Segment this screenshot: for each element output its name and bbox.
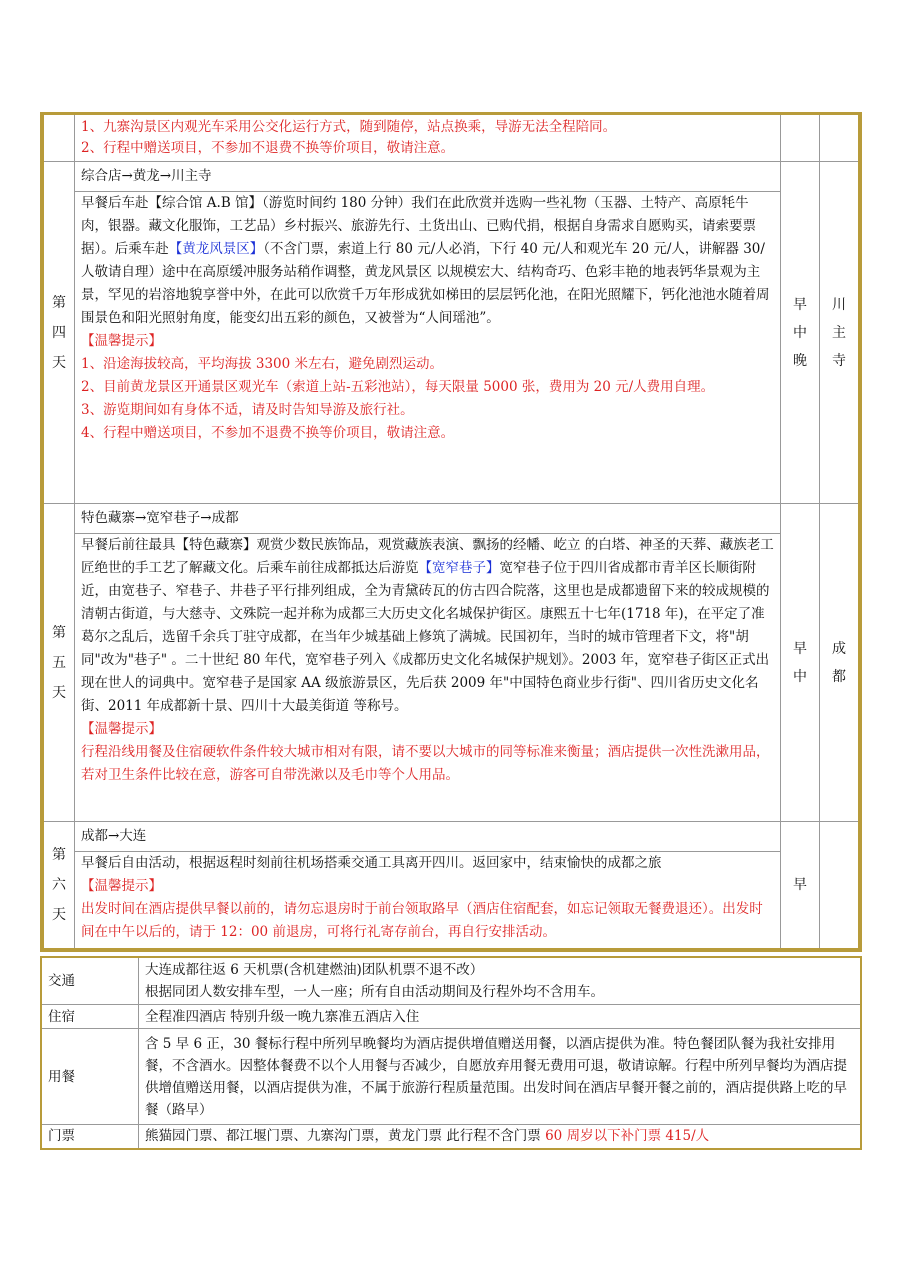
stay-label: 住宿 — [41, 1005, 139, 1029]
day3-hotel-cell — [820, 114, 861, 162]
stay-value: 全程准四酒店 特别升级一晚九寨准五酒店入住 — [139, 1005, 862, 1029]
meal-row — [41, 1029, 861, 1125]
day4-hotel: 川 主 寺 — [820, 162, 861, 504]
tip-item: 行程沿线用餐及住宿硬软件条件较大城市相对有限，请不要以大城市的同等标准来衡量；酒店提供一次性洗漱用品，若对卫生条件比较在意，游客可自带洗漱以及毛巾等个人用品。 — [81, 744, 770, 783]
day6-row — [42, 822, 860, 950]
itinerary-page — [40, 112, 862, 1150]
meal-label: 用餐 — [41, 1029, 139, 1125]
day6-paragraph: 早餐后自由活动，根据返程时刻前往机场搭乘交通工具离开四川。返回家中，结束愉快的成都之旅 — [81, 855, 662, 871]
traffic-row — [41, 957, 861, 1005]
day4-row — [42, 162, 860, 504]
tip-item: 1、九寨沟景区内观光车采用公交化运行方式，随到随停，站点换乘，导游无法全程陪同。 — [81, 119, 617, 135]
day4-description — [75, 162, 781, 504]
tips-title: 【温馨提示】 — [81, 878, 162, 894]
day5-description — [75, 504, 781, 822]
tip-item: 3、游览期间如有身体不适，请及时告知导游及旅行社。 — [81, 402, 414, 418]
highlight-scenic-area: 【黄龙风景区】 — [168, 241, 264, 257]
day3-tail-row — [42, 114, 860, 162]
day6-meals: 早 — [781, 822, 820, 950]
traffic-value: 大连成都往返 6 天机票(含机建燃油)团队机票不退不改） 根据同团人数安排车型，一人一座；所有自由活动期间及行程外均不含用车。 — [139, 957, 862, 1005]
tips-title: 【温馨提示】 — [81, 721, 162, 737]
tips-title: 【温馨提示】 — [81, 333, 162, 349]
meal-value: 含 5 早 6 正，30 餐标行程中所列早晚餐均为酒店提供增值赠送用餐，以酒店提供为准。特色餐团队餐为我社安排用餐，不含酒水。因整体餐费不以个人用餐与否减少，自愿放弃用餐无费用可退，敬请谅解。行程中所列早餐均为酒店提供增值赠送用餐，以酒店提供为准，不属于旅游行程质量范围。出发时间在酒店早餐开餐之前的，酒店提供路上吃的早餐（路早） — [139, 1029, 862, 1125]
tip-item: 4、行程中赠送项目，不参加不退费不换等价项目，敬请注意。 — [81, 425, 455, 441]
day4-label: 第 四 天 — [42, 162, 75, 504]
day6-description — [75, 822, 781, 950]
traffic-label: 交通 — [41, 957, 139, 1005]
service-info-table — [40, 956, 862, 1150]
ticket-surcharge: 60 周岁以下补门票 415/人 — [545, 1128, 710, 1145]
tip-item: 2、行程中赠送项目，不参加不退费不换等价项目，敬请注意。 — [81, 140, 455, 156]
tip-item: 出发时间在酒店提供早餐以前的，请勿忘退房时于前台领取路早（酒店住宿配套，如忘记领取无餐费退还）。出发时间在中午以后的，请于 12：00 前退房，可将行礼寄存前台，再自行安排活动。 — [81, 901, 763, 940]
day4-meals: 早 中 晚 — [781, 162, 820, 504]
day3-day-cell — [42, 114, 75, 162]
day5-label: 第 五 天 — [42, 504, 75, 822]
ticket-label: 门票 — [41, 1125, 139, 1149]
day3-meal-cell — [781, 114, 820, 162]
tip-item: 1、沿途海拔较高，平均海拔 3300 米左右，避免剧烈运动。 — [81, 356, 444, 372]
highlight-alley: 【宽窄巷子】 — [418, 560, 500, 576]
day5-row — [42, 504, 860, 822]
day3-tips — [75, 114, 781, 162]
day5-route: 特色藏寨→宽窄巷子→成都 — [81, 510, 239, 526]
stay-row — [41, 1005, 861, 1029]
tip-item: 2、目前黄龙景区开通景区观光车（索道上站-五彩池站），每天限量 5000 张，费用为 20 元/人费用自理。 — [81, 379, 715, 395]
day5-paragraph: 早餐后前往最具【特色藏寨】观赏少数民族饰品，观赏藏族表演、飘扬的经幡、屹立 的白塔、神圣的天葬、藏族老工匠绝世的手工艺了解藏文化。后乘车前往成都抵达后游览【宽窄巷子】宽窄巷子位于四川省成都市青羊区长顺街附近，由宽巷子、窄巷子、井巷子平行排列组成，全为青黛砖瓦的仿古四合院落，这里也是成都遗留下来的较成规模的清朝古街道，与大慈寺、文殊院一起并称为成都三大历史文化名城保护街区。康熙五十七年(1718 年)，在平定了准葛尔之乱后，选留千余兵丁驻守成都，在当年少城基础上修筑了满城。民国初年，当时的城市管理者下文，将"胡同"改为"巷子" 。二十世纪 80 年代，宽窄巷子列入《成都历史文化名城保护规划》。2003 年，宽窄巷子街区正式出现在世人的词典中。宽窄巷子是国家 AA 级旅游景区，先后获 2009 年"中国特色商业步行街"、四川省历史文化名街、2011 年成都新十景、四川十大最美街道 等称号。 — [81, 537, 774, 714]
day4-paragraph: 早餐后车赴【综合馆 A.B 馆】（游览时间约 180 分钟）我们在此欣赏并选购一些礼物（玉器、土特产、高原牦牛肉，银器。藏文化服饰，工艺品）乡村振兴、旅游先行、土货出山、已购代捐，根据自身需求自愿购买，请索要票据）。后乘车赴【黄龙风景区】（不含门票，索道上行 80 元/人必消，下行 40 元/人和观光车 20 元/人，讲解器 30/人敬请自理）途中在高原缓冲服务站稍作调整，黄龙风景区 以规模宏大、结构奇巧、色彩丰艳的地表钙华景观为主景，罕见的岩溶地貌享誉中外，在此可以欣赏千万年形成犹如梯田的层层钙化池，在阳光照耀下，钙化池池水随着周围景色和阳光照射角度，能变幻出五彩的颜色，又被誉为“人间瑶池”。 — [81, 195, 770, 326]
day4-route: 综合店→黄龙→川主寺 — [81, 168, 212, 184]
day5-meals: 早 中 — [781, 504, 820, 822]
day6-label: 第 六 天 — [42, 822, 75, 950]
day5-hotel: 成 都 — [820, 504, 861, 822]
ticket-row — [41, 1125, 861, 1149]
day6-route: 成都→大连 — [81, 828, 147, 844]
day6-hotel — [820, 822, 861, 950]
ticket-value: 熊猫园门票、都江堰门票、九寨沟门票，黄龙门票 此行程不含门票 60 周岁以下补门票 415/人 — [139, 1125, 862, 1149]
itinerary-table — [40, 112, 862, 952]
